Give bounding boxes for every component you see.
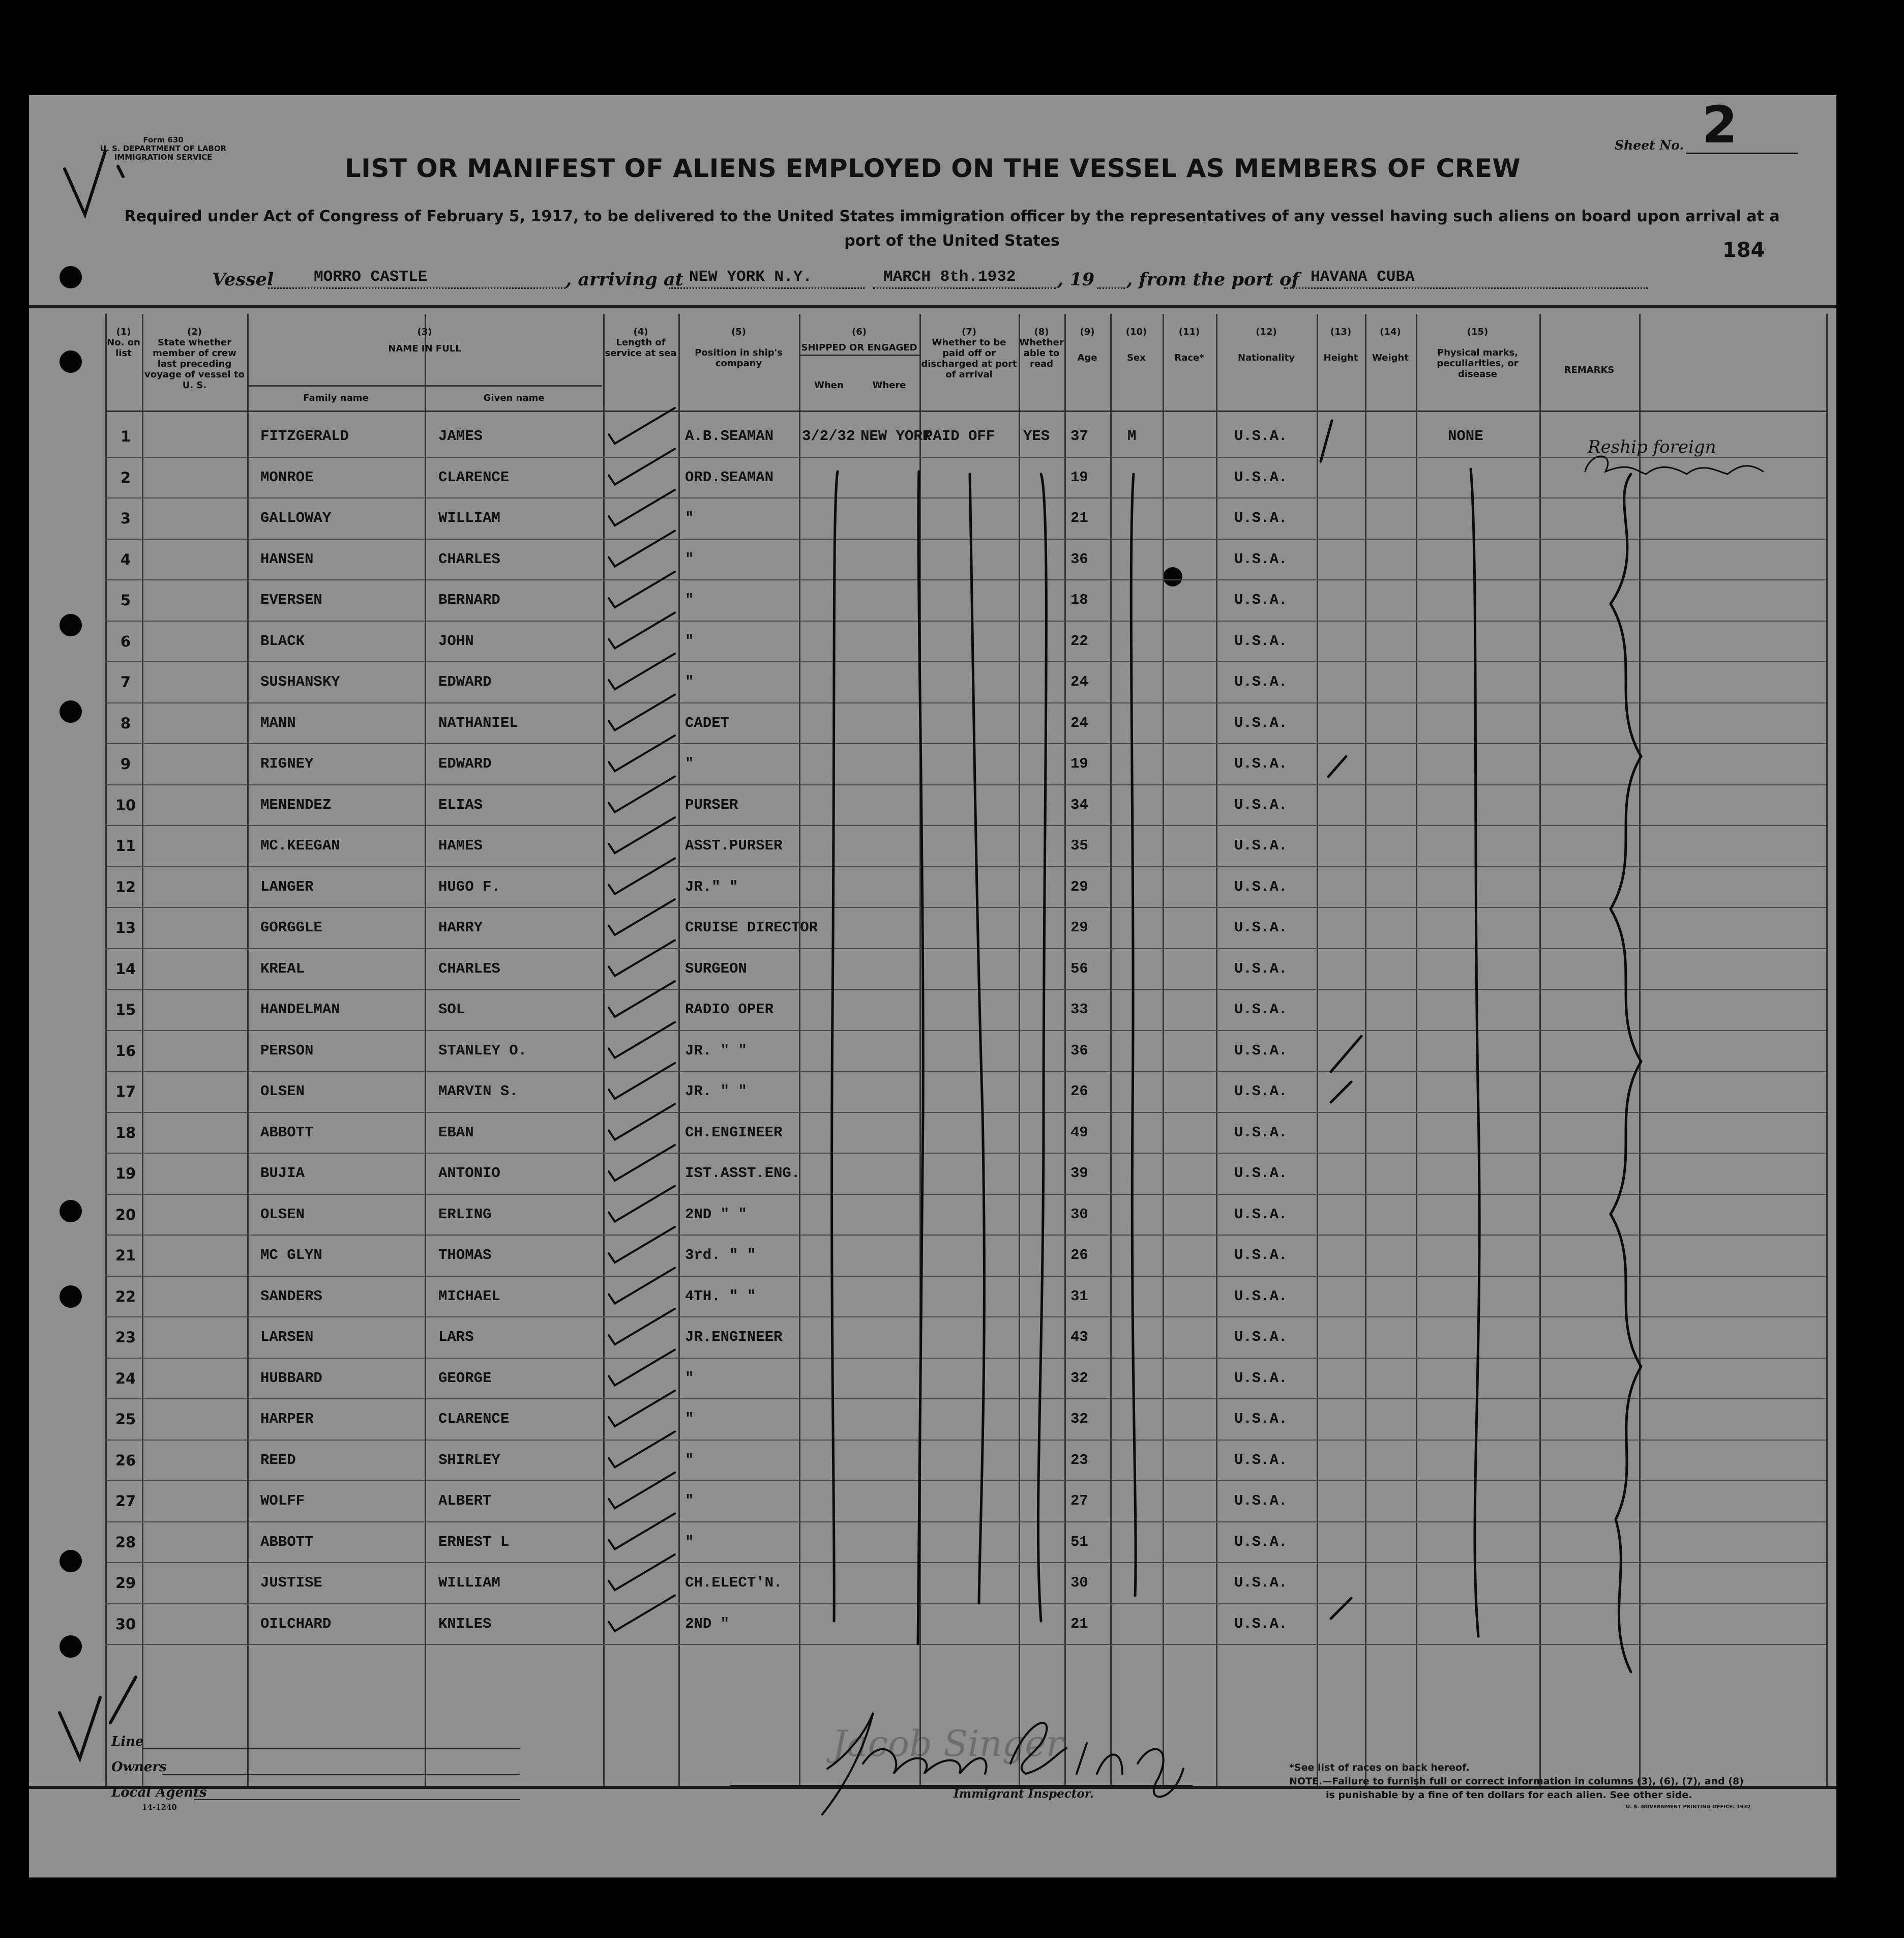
position: " (685, 550, 694, 568)
row-number: 11 (115, 837, 136, 855)
given-name: EDWARD (438, 673, 492, 690)
handwriting-overlay (29, 95, 1836, 1877)
nationality: U.S.A. (1234, 1165, 1288, 1182)
position: ORD.SEAMAN (685, 468, 774, 486)
col-header-3: (3) NAME IN FULL (388, 327, 461, 354)
ditto-line-read (1038, 474, 1046, 1621)
given-name: SOL (438, 1001, 465, 1018)
row-number: 6 (120, 632, 131, 650)
col-header-11: (11) Race* (1174, 327, 1204, 363)
col-header-8: (8) Whether able to read (1019, 327, 1064, 369)
position: " (685, 1451, 694, 1469)
given-name: EBAN (438, 1124, 474, 1141)
family-name: LARSEN (260, 1329, 314, 1345)
service-check-mark (609, 1186, 675, 1222)
given-name: CLARENCE (438, 468, 510, 486)
row-number: 18 (115, 1124, 136, 1141)
col-header-7: (7) Whether to be paid off or discharged at port of arrival (921, 327, 1017, 380)
family-name: HARPER (260, 1411, 314, 1427)
ditto-line-when (832, 472, 838, 1621)
from-port-label: , from the port of (1126, 269, 1299, 290)
service-check-mark (609, 1227, 675, 1262)
service-check-mark (609, 1554, 675, 1590)
service-check-mark (609, 449, 675, 485)
age: 51 (1070, 1533, 1088, 1550)
remarks-handwritten: Reship foreign (1588, 437, 1716, 457)
nationality: U.S.A. (1234, 1574, 1288, 1591)
service-check-mark (609, 1473, 675, 1508)
family-name: SANDERS (260, 1287, 322, 1305)
service-check-mark (609, 1063, 675, 1099)
age: 19 (1070, 468, 1088, 486)
family-name-header: Family name (303, 393, 369, 403)
position: SURGEON (685, 960, 747, 977)
sex: M (1127, 428, 1137, 445)
arriving-label: , arriving at (566, 269, 683, 290)
service-check-mark (609, 572, 675, 607)
nationality: U.S.A. (1234, 428, 1288, 445)
given-name: ERLING (438, 1206, 492, 1223)
nationality: U.S.A. (1234, 632, 1288, 650)
service-check-mark (609, 1022, 675, 1058)
signature-caption: Immigrant Inspector. (954, 1787, 1094, 1801)
position: " (685, 510, 694, 526)
family-name: MC.KEEGAN (260, 837, 340, 854)
nationality: U.S.A. (1234, 673, 1288, 690)
family-name: MANN (260, 714, 296, 731)
nationality: U.S.A. (1234, 1615, 1288, 1632)
row-number: 15 (115, 1001, 136, 1018)
given-name: HUGO F. (438, 878, 500, 895)
sheet-number-value: 2 (1702, 95, 1738, 155)
col-header-12: (12) Nationality (1238, 327, 1295, 363)
col-header-5: (5) Position in ship's company (695, 327, 783, 369)
age: 36 (1070, 550, 1088, 568)
family-name: JUSTISE (260, 1574, 322, 1591)
family-name: KREAL (260, 960, 305, 977)
row-number: 14 (115, 960, 136, 978)
given-name: MARVIN S. (438, 1083, 518, 1100)
ditto-line-marks (1471, 469, 1479, 1636)
age: 39 (1070, 1165, 1088, 1182)
nationality: U.S.A. (1234, 919, 1288, 936)
shipped-when: 3/2/32 (802, 428, 855, 445)
row-number: 4 (120, 550, 131, 568)
row-number: 8 (120, 714, 131, 732)
row-number: 19 (115, 1165, 136, 1182)
nationality: U.S.A. (1234, 592, 1288, 608)
height-check-mark (1331, 1598, 1351, 1619)
family-name: GALLOWAY (260, 510, 332, 526)
shipped-where-header: Where (872, 380, 906, 391)
row-number: 2 (120, 468, 131, 486)
form-code: 14-1240 (142, 1803, 177, 1812)
height-check-mark (1331, 1082, 1351, 1102)
vessel-label: Vessel (212, 269, 274, 290)
nationality: U.S.A. (1234, 1247, 1288, 1264)
nationality: U.S.A. (1234, 1451, 1288, 1469)
height-check-mark (1331, 1036, 1361, 1072)
sheet-number-label: Sheet No. (1615, 138, 1684, 153)
age: 18 (1070, 592, 1088, 608)
age: 21 (1070, 1615, 1088, 1632)
family-name: FITZGERALD (260, 428, 349, 445)
given-name: CLARENCE (438, 1411, 510, 1427)
position: " (685, 1411, 694, 1427)
family-name: WOLFF (260, 1492, 305, 1509)
given-name: ANTONIO (438, 1165, 500, 1182)
family-name: GORGGLE (260, 919, 322, 936)
row-number: 25 (115, 1411, 136, 1428)
physical-marks: NONE (1448, 428, 1483, 445)
position: JR.ENGINEER (685, 1329, 783, 1345)
given-name: WILLIAM (438, 510, 500, 526)
owners-label: Owners (111, 1759, 167, 1775)
given-name: JOHN (438, 632, 474, 650)
nationality: U.S.A. (1234, 714, 1288, 731)
col-header-15: (15) Physical marks, peculiarities, or disease (1437, 327, 1519, 379)
given-name: EDWARD (438, 755, 492, 772)
shipped-where: NEW YORK (860, 428, 932, 445)
family-name: OLSEN (260, 1206, 305, 1223)
given-name: ELIAS (438, 796, 483, 813)
row-number: 10 (115, 796, 136, 814)
age: 19 (1070, 755, 1088, 772)
nationality: U.S.A. (1234, 1206, 1288, 1223)
service-check-mark (609, 736, 675, 771)
row-number: 21 (115, 1247, 136, 1264)
given-name: LARS (438, 1329, 474, 1345)
row-number: 22 (115, 1287, 136, 1305)
ditto-line-remarks (1611, 474, 1641, 1672)
age: 30 (1070, 1574, 1088, 1591)
given-name: JAMES (438, 428, 483, 445)
family-name: HUBBARD (260, 1369, 322, 1387)
arriving-port: NEW YORK N.Y. (689, 268, 812, 286)
given-name: CHARLES (438, 960, 500, 977)
age: 29 (1070, 878, 1088, 895)
nationality: U.S.A. (1234, 755, 1288, 772)
service-check-mark (609, 408, 675, 444)
position: " (685, 1492, 694, 1509)
remarks-header: REMARKS (1564, 365, 1615, 375)
col-header-1: (1) No. on list (107, 327, 140, 359)
nationality: U.S.A. (1234, 1001, 1288, 1018)
family-name: MONROE (260, 468, 314, 486)
position: 2ND " (685, 1615, 730, 1632)
nationality: U.S.A. (1234, 796, 1288, 813)
row-number: 28 (115, 1533, 136, 1551)
age: 35 (1070, 837, 1088, 854)
service-check-mark (609, 817, 675, 853)
age: 26 (1070, 1083, 1088, 1100)
row-number: 26 (115, 1451, 136, 1469)
signature-text: Jacob Singer (832, 1723, 1063, 1765)
service-check-mark (609, 981, 675, 1017)
service-check-mark (609, 899, 675, 935)
service-check-mark (609, 1104, 675, 1140)
family-name: ABBOTT (260, 1124, 314, 1141)
position: IST.ASST.ENG. (685, 1165, 800, 1182)
position: A.B.SEAMAN (685, 428, 774, 445)
nationality: U.S.A. (1234, 550, 1288, 568)
nationality: U.S.A. (1234, 510, 1288, 526)
family-name: HANDELMAN (260, 1001, 340, 1018)
departure-port: HAVANA CUBA (1311, 268, 1415, 286)
nationality: U.S.A. (1234, 1287, 1288, 1305)
given-name: MICHAEL (438, 1287, 500, 1305)
age: 36 (1070, 1042, 1088, 1059)
row-number: 7 (120, 673, 131, 691)
family-name: RIGNEY (260, 755, 314, 772)
able-to-read: YES (1023, 428, 1050, 445)
position: " (685, 1533, 694, 1550)
ditto-line-where (918, 472, 923, 1644)
position: PURSER (685, 796, 738, 813)
local-agents-label: Local Agents (111, 1785, 207, 1800)
line-label: Line (111, 1734, 144, 1749)
family-name: LANGER (260, 878, 314, 895)
age: 30 (1070, 1206, 1088, 1223)
arrival-date: MARCH 8th.1932 (883, 268, 1016, 286)
row-number: 3 (120, 510, 131, 527)
row-number: 30 (115, 1615, 136, 1633)
position: " (685, 632, 694, 650)
position: " (685, 1369, 694, 1387)
age: 31 (1070, 1287, 1088, 1305)
given-name: BERNARD (438, 592, 500, 608)
page-number: 184 (1722, 239, 1765, 262)
row-number: 16 (115, 1042, 136, 1060)
paid-off: PAID OFF (924, 428, 995, 445)
given-name: GEORGE (438, 1369, 492, 1387)
height-check-mark (1328, 756, 1346, 777)
row-number: 27 (115, 1492, 136, 1510)
height-check-mark (1321, 421, 1332, 461)
position: CH.ENGINEER (685, 1124, 783, 1141)
footer-check-mark (60, 1677, 136, 1758)
age: 37 (1070, 428, 1088, 445)
year-label: , 19 (1057, 269, 1095, 290)
service-check-mark (609, 490, 675, 525)
position: " (685, 673, 694, 690)
row-number: 5 (120, 592, 131, 609)
row-number: 20 (115, 1206, 136, 1223)
service-check-mark (609, 1268, 675, 1304)
col-header-13: (13) Height (1323, 327, 1358, 363)
form-identifier: Form 630 U. S. DEPARTMENT OF LABOR IMMIGRATION SERVICE (100, 135, 227, 162)
col-header-6: (6) SHIPPED OR ENGAGED (801, 327, 917, 353)
age: 27 (1070, 1492, 1088, 1509)
given-name: HAMES (438, 837, 483, 854)
page-title: LIST OR MANIFEST OF ALIENS EMPLOYED ON THE VESSEL AS MEMBERS OF CREW (344, 154, 1521, 183)
col-header-9: (9) Age (1077, 327, 1097, 363)
position: RADIO OPER (685, 1001, 774, 1018)
age: 43 (1070, 1329, 1088, 1345)
footnote: *See list of races on back hereof. NOTE.—Failure to furnish full or correct information in columns (3), (6), (7), and (8) is punishable by a fine of ten dollars for each alien. See other side. (1289, 1762, 1744, 1801)
row-number: 24 (115, 1369, 136, 1387)
age: 49 (1070, 1124, 1088, 1141)
given-name: ALBERT (438, 1492, 492, 1509)
family-name: PERSON (260, 1042, 314, 1059)
given-name: HARRY (438, 919, 483, 936)
age: 24 (1070, 673, 1088, 690)
row-number: 13 (115, 919, 136, 936)
family-name: BLACK (260, 632, 305, 650)
service-check-mark (609, 695, 675, 730)
nationality: U.S.A. (1234, 1042, 1288, 1059)
family-name: REED (260, 1451, 296, 1469)
service-check-mark (609, 1514, 675, 1549)
row-number: 12 (115, 878, 136, 896)
service-check-mark (609, 1309, 675, 1344)
given-name: WILLIAM (438, 1574, 500, 1591)
col-header-10: (10) Sex (1125, 327, 1147, 363)
col-header-4: (4) Length of service at sea (605, 327, 677, 359)
nationality: U.S.A. (1234, 1083, 1288, 1100)
service-check-mark (609, 1391, 675, 1426)
ditto-line-sex (1131, 474, 1136, 1596)
position: " (685, 755, 694, 772)
given-name: KNILES (438, 1615, 492, 1632)
service-check-mark (609, 654, 675, 689)
service-check-mark (609, 859, 675, 894)
position: ASST.PURSER (685, 837, 783, 854)
position: JR. " " (685, 1042, 747, 1059)
given-name: ERNEST L (438, 1533, 510, 1550)
family-name: BUJIA (260, 1165, 305, 1182)
nationality: U.S.A. (1234, 837, 1288, 854)
position: CH.ELECT'N. (685, 1574, 783, 1591)
position: 4TH. " " (685, 1287, 756, 1305)
age: 32 (1070, 1369, 1088, 1387)
age: 29 (1070, 919, 1088, 936)
row-number: 23 (115, 1329, 136, 1346)
age: 23 (1070, 1451, 1088, 1469)
manifest-sheet (29, 95, 1836, 1877)
col-header-14: (14) Weight (1372, 327, 1409, 363)
service-check-mark (609, 1596, 675, 1631)
row-number: 9 (120, 755, 131, 773)
position: 3rd. " " (685, 1247, 756, 1264)
age: 22 (1070, 632, 1088, 650)
age: 56 (1070, 960, 1088, 977)
position: JR." " (685, 878, 738, 895)
family-name: MC GLYN (260, 1247, 322, 1264)
age: 33 (1070, 1001, 1088, 1018)
given-name: STANLEY O. (438, 1042, 527, 1059)
corner-check-mark (65, 151, 123, 215)
printing-office-mark: U. S. GOVERNMENT PRINTING OFFICE: 1932 (1626, 1804, 1751, 1810)
given-name-header: Given name (483, 393, 545, 403)
nationality: U.S.A. (1234, 1124, 1288, 1141)
age: 32 (1070, 1411, 1088, 1427)
row-number: 29 (115, 1574, 136, 1592)
service-check-mark (609, 777, 675, 812)
service-check-mark (609, 941, 675, 976)
service-check-mark (609, 1350, 675, 1386)
age: 21 (1070, 510, 1088, 526)
age: 24 (1070, 714, 1088, 731)
page-subtitle: Required under Act of Congress of February 5, 1917, to be delivered to the United States immigration officer by the representatives of any vessel having such aliens on board upon arrival at a port of the United States (124, 208, 1780, 250)
family-name: OLSEN (260, 1083, 305, 1100)
nationality: U.S.A. (1234, 960, 1288, 977)
service-check-mark (609, 613, 675, 649)
position: CRUISE DIRECTOR (685, 919, 818, 936)
nationality: U.S.A. (1234, 1492, 1288, 1509)
row-number: 1 (120, 428, 131, 445)
nationality: U.S.A. (1234, 1411, 1288, 1427)
position: " (685, 592, 694, 608)
family-name: MENENDEZ (260, 796, 332, 813)
nationality: U.S.A. (1234, 878, 1288, 895)
nationality: U.S.A. (1234, 1369, 1288, 1387)
position: CADET (685, 714, 730, 731)
position: JR. " " (685, 1083, 747, 1100)
given-name: CHARLES (438, 550, 500, 568)
ditto-line-paid-off (970, 474, 984, 1603)
remarks-handwriting (1585, 456, 1763, 474)
nationality: U.S.A. (1234, 1533, 1288, 1550)
service-check-mark (609, 1432, 675, 1467)
family-name: HANSEN (260, 550, 314, 568)
age: 34 (1070, 796, 1088, 813)
position: 2ND " " (685, 1206, 747, 1223)
service-check-mark (609, 531, 675, 567)
col-header-2: (2) State whether member of crew last preceding voyage of vessel to U. S. (144, 327, 245, 391)
family-name: EVERSEN (260, 592, 322, 608)
nationality: U.S.A. (1234, 1329, 1288, 1345)
nationality: U.S.A. (1234, 468, 1288, 486)
given-name: SHIRLEY (438, 1451, 500, 1469)
age: 26 (1070, 1247, 1088, 1264)
family-name: ABBOTT (260, 1533, 314, 1550)
given-name: THOMAS (438, 1247, 492, 1264)
family-name: OILCHARD (260, 1615, 332, 1632)
row-number: 17 (115, 1083, 136, 1100)
family-name: SUSHANSKY (260, 673, 340, 690)
given-name: NATHANIEL (438, 714, 518, 731)
service-check-mark (609, 1145, 675, 1181)
vessel-name: MORRO CASTLE (314, 268, 428, 286)
shipped-when-header: When (814, 380, 844, 391)
